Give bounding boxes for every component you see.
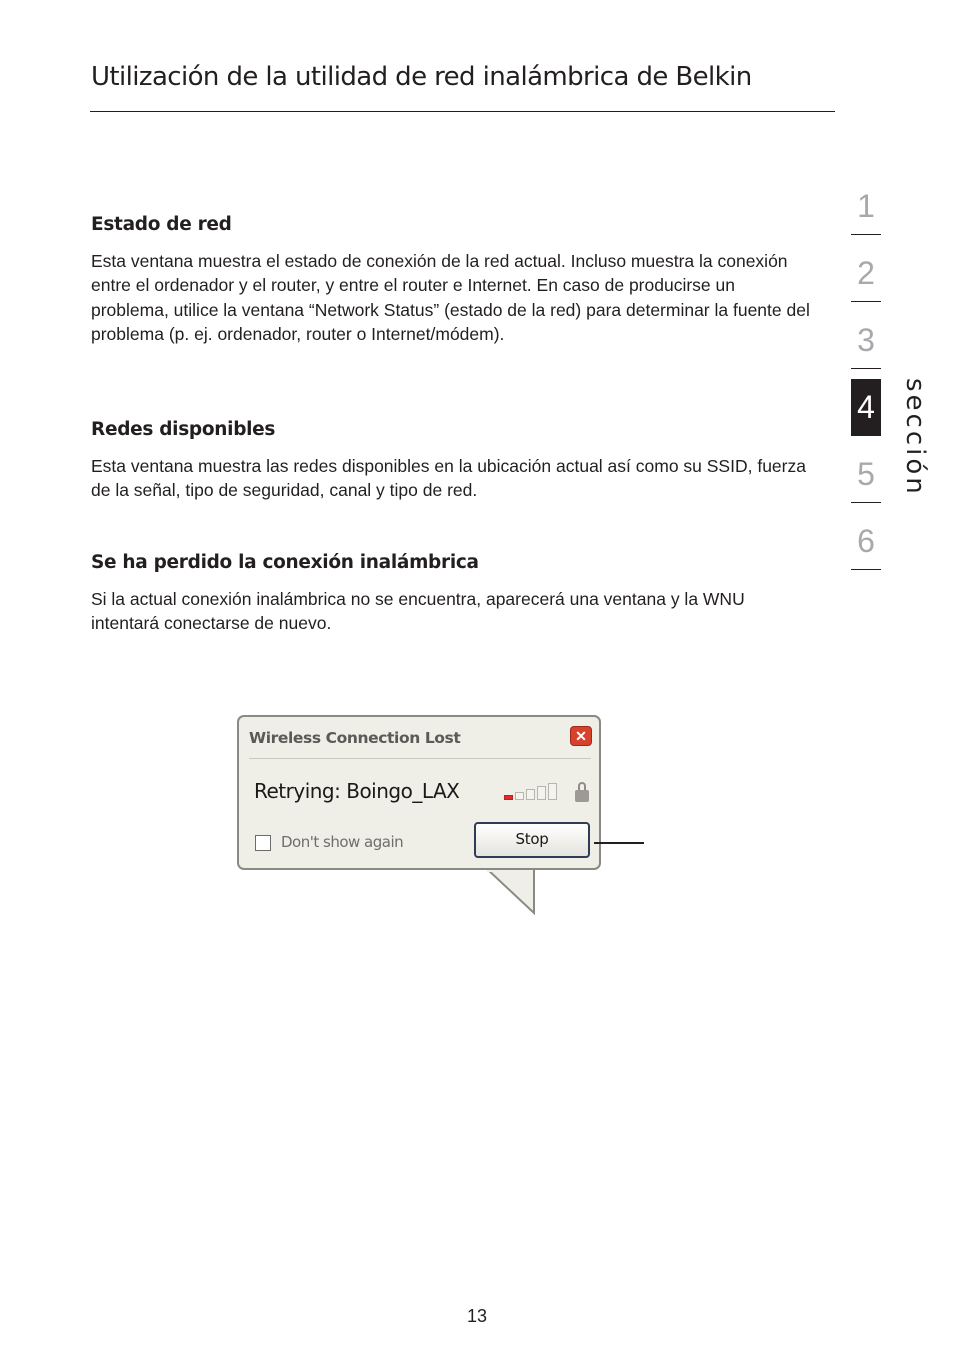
dialog-divider <box>249 758 591 759</box>
section-tab-number: 5 <box>857 456 875 492</box>
signal-strength-icon <box>504 781 566 803</box>
signal-bar <box>537 786 546 800</box>
signal-bar <box>526 789 535 800</box>
dialog-tail <box>484 866 540 918</box>
lock-icon <box>575 782 589 802</box>
section-tab-number: 4 <box>857 389 875 425</box>
stop-button[interactable]: Stop <box>474 822 590 858</box>
callout-line <box>594 842 644 844</box>
signal-bar <box>515 792 524 800</box>
section-tab-number: 1 <box>857 188 875 224</box>
dialog-title: Wireless Connection Lost <box>249 729 461 747</box>
section-connection-lost <box>91 552 811 636</box>
dont-show-again-checkbox[interactable] <box>255 835 271 851</box>
section-heading: Se ha perdido la conexión inalámbrica <box>91 552 479 573</box>
section-heading: Estado de red <box>91 214 232 235</box>
page-header-title: Utilización de la utilidad de red inalámbrica de Belkin <box>91 62 752 92</box>
section-network-status <box>91 214 811 346</box>
signal-bar <box>548 783 557 800</box>
section-available-networks <box>91 419 811 503</box>
section-tab-number: 2 <box>857 255 875 291</box>
section-tab-1[interactable] <box>851 178 881 235</box>
dont-show-again-label: Don't show again <box>281 833 404 851</box>
section-tab-number: 6 <box>857 523 875 559</box>
section-tab-3[interactable] <box>851 312 881 369</box>
section-body: Esta ventana muestra el estado de conexión de la red actual. Incluso muestra la conexión entre el ordenador y el router, y entre el router e Internet. En caso de producirse un problema, utilice la ventana “Network Status” (estado de la red) para determinar la fuente del problema (p. ej. ordenador, router o Internet/módem). <box>91 251 810 344</box>
section-body: Si la actual conexión inalámbrica no se encuentra, aparecerá una ventana y la WNU intentará conectarse de nuevo. <box>91 589 745 634</box>
retry-status-text: Retrying: Boingo_LAX <box>254 779 460 803</box>
section-label: sección <box>900 378 930 497</box>
section-tab-6[interactable] <box>851 513 881 570</box>
signal-bar <box>504 795 513 800</box>
wireless-connection-lost-dialog <box>237 715 601 870</box>
section-tab-5[interactable] <box>851 446 881 503</box>
header-rule <box>90 111 835 112</box>
page-number: 13 <box>466 1306 488 1326</box>
section-tab-number: 3 <box>857 322 875 358</box>
close-icon[interactable]: ✕ <box>570 726 592 746</box>
section-heading: Redes disponibles <box>91 419 276 440</box>
section-tab-4[interactable] <box>851 379 881 436</box>
section-tab-2[interactable] <box>851 245 881 302</box>
section-body: Esta ventana muestra las redes disponibles en la ubicación actual así como su SSID, fuerza de la señal, tipo de seguridad, canal y tipo de red. <box>91 456 806 501</box>
